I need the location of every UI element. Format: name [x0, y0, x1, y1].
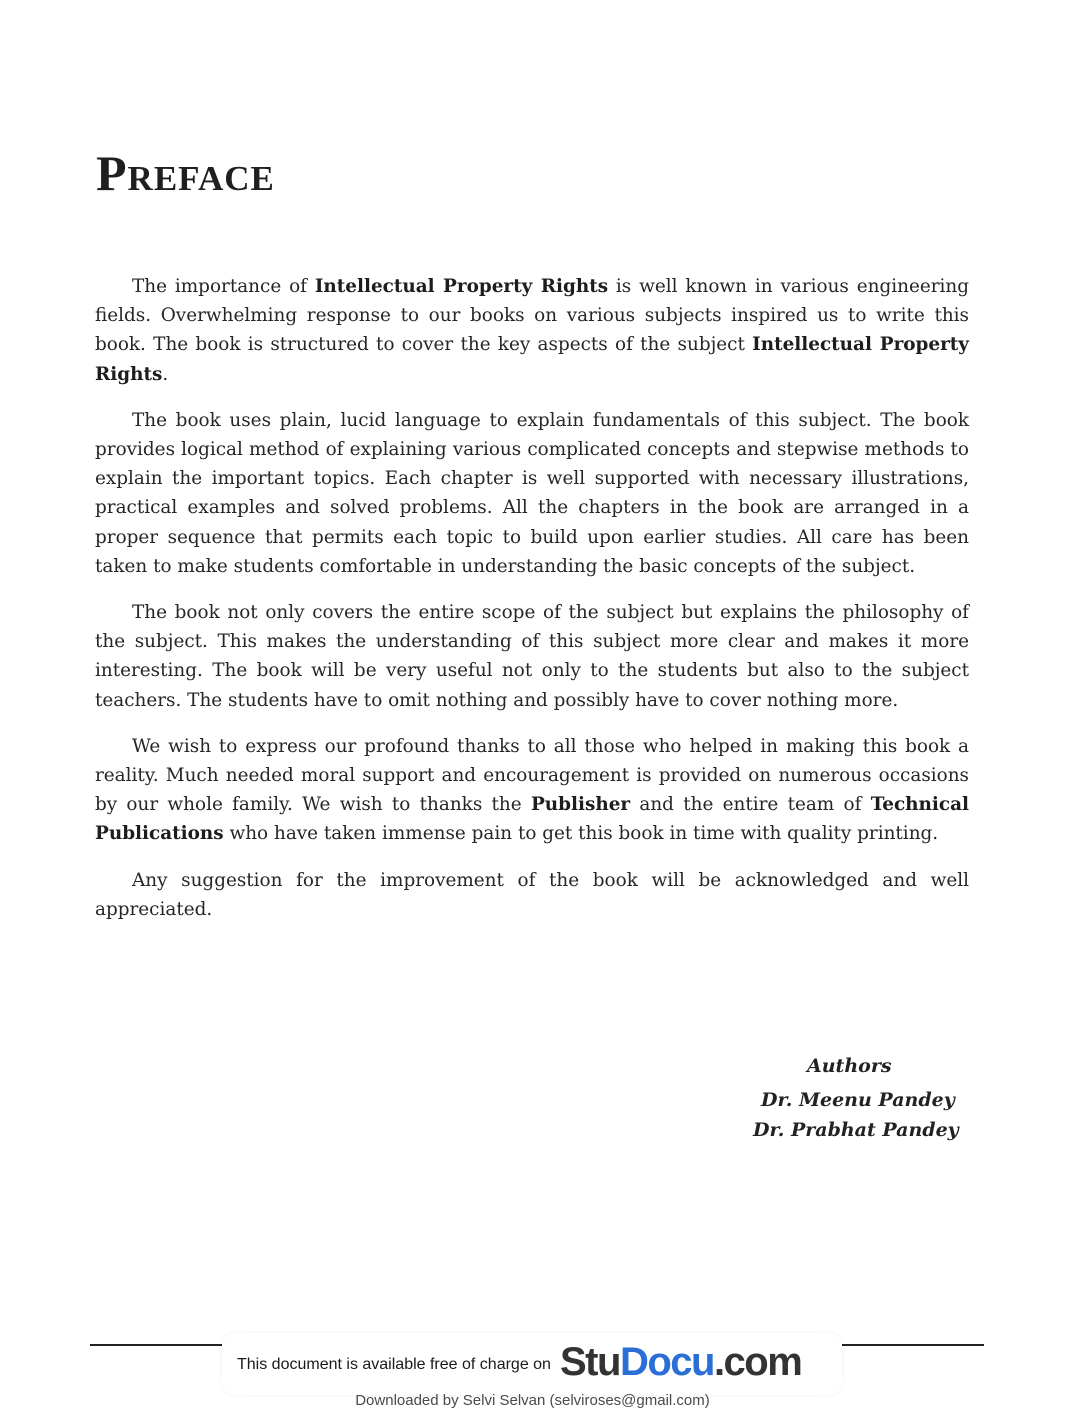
text-run: is well known in various engineering fields. Overwhelming response to our books on various subjects inspired us to write this book. The book is structured to cover the key aspects of the subject [95, 276, 970, 356]
paragraph [95, 866, 969, 924]
logo-stu: Stu [560, 1340, 620, 1384]
text-run: Any suggestion for the improvement of the book will be acknowledged and well appreciated. [95, 869, 969, 920]
bold-term: Technical Publications [95, 794, 969, 845]
signature-author: Dr. Prabhat Pandey [753, 1119, 959, 1141]
text-run: The book uses plain, lucid language to explain fundamentals of this subject. The book provides logical method of explaining various complicated concepts and stepwise methods to explain the important topics. Each chapter is well supported with necessary illustrations, practical examples and solved problems. All the chapters in the book are arranged in a proper sequence that permits each topic to build upon earlier studies. All care has been taken to make students comfortable in understanding the basic concepts of the subject. [95, 409, 969, 577]
text-run: We wish to express our profound thanks to all those who helped in making this book a reality. Much needed moral support and encouragement is provided on numerous occasions by our whole family. We wish to thanks the [95, 735, 969, 816]
preface-body [95, 272, 969, 941]
footer-availability-text: This document is available free of charge on [237, 1356, 551, 1373]
footer-divider-left [90, 1344, 222, 1346]
paragraph [95, 272, 969, 389]
text-run: and the entire team of [630, 794, 871, 816]
logo-dotcom: .com [713, 1340, 802, 1384]
signature-heading: Authors [807, 1055, 892, 1077]
paragraph [95, 732, 969, 849]
footer-downloaded-by: Downloaded by Selvi Selvan (selviroses@gmail.com) [355, 1392, 710, 1409]
bold-term: Intellectual Property Rights [314, 276, 609, 297]
paragraph [95, 406, 969, 581]
bold-term: Intellectual Property Rights [95, 334, 969, 385]
studocu-logo[interactable] [560, 1342, 801, 1382]
text-run: . [162, 363, 169, 385]
bold-term: Publisher [530, 794, 631, 816]
footer-divider-right [842, 1344, 984, 1346]
text-run: who have taken immense pain to get this book in time with quality printing. [223, 823, 939, 845]
page-title: Preface [96, 145, 275, 201]
signature-author: Dr. Meenu Pandey [761, 1089, 955, 1111]
text-run: The importance of [132, 276, 315, 297]
paragraph [95, 598, 969, 715]
logo-docu: Docu [619, 1340, 714, 1384]
text-run: The book not only covers the entire scope of the subject but explains the philosophy of the subject. This makes the understanding of this subject more clear and makes it more interesting. The book will be very useful not only to the students but also to the subject teachers. The students have to omit nothing and possibly have to cover nothing more. [95, 602, 969, 711]
